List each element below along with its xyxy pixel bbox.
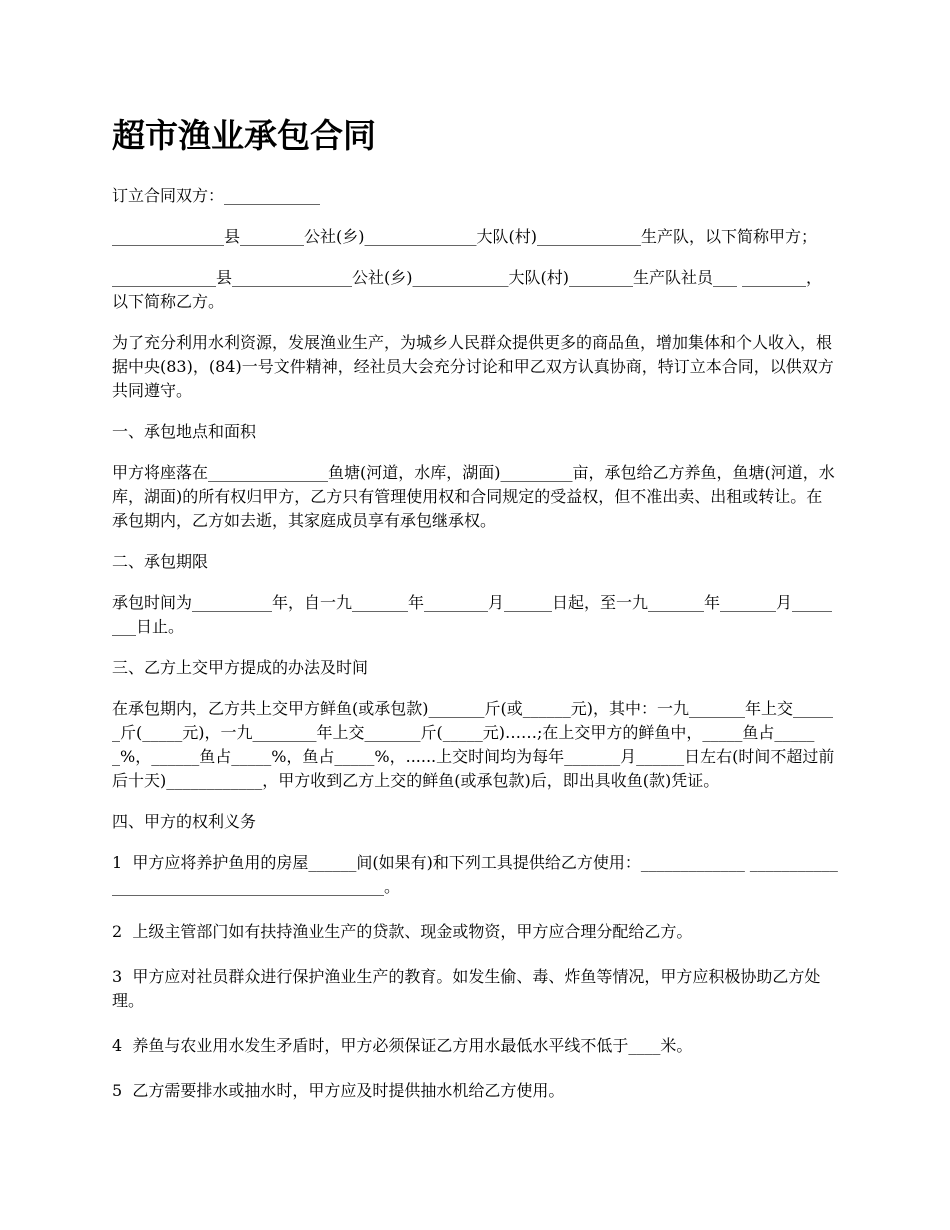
section-heading-payment: 三、乙方上交甲方提成的办法及时间 — [112, 658, 369, 677]
party-a-line: ______________县________公社(乡)______________大队(村)_____________生产队，以下简称甲方； — [112, 227, 817, 246]
payment-paragraph: 在承包期内，乙方共上交甲方鲜鱼(或承包款)_______斤(或______元)，其中：一九_______年上交______斤(_____元)，一九________年上交_______斤(_____元)……;在上交甲方的鲜鱼中，_____鱼占______%，______鱼占_____%，鱼占_____%，......上交时间均为每年_______月______日左右(时间不超过前后十天)____________，甲方收到乙方上交的鲜鱼(或承包款)后，即出具收鱼(款)凭证。 — [112, 699, 835, 790]
document-title: 超市渔业承包合同 — [112, 116, 376, 155]
section-heading-location: 一、承包地点和面积 — [112, 422, 257, 441]
list-item: 4 养鱼与农业用水发生矛盾时，甲方必须保证乙方用水最低水平线不低于____米。 — [112, 1036, 693, 1055]
list-item: 1 甲方应将养护鱼用的房屋______间(如果有)和下列工具提供给乙方使用：_____________ _____________________________________________。 — [112, 853, 838, 896]
section-heading-party-a-rights: 四、甲方的权利义务 — [112, 812, 257, 831]
location-paragraph: 甲方将座落在_______________鱼塘(河道，水库，湖面)_________亩，承包给乙方养鱼，鱼塘(河道，水库，湖面)的所有权归甲方，乙方只有管理使用权和合同规定的受益权，但不准出卖、出租或转让。在承包期内，乙方如去逝，其家庭成员享有承包继承权。 — [112, 463, 835, 530]
preamble-paragraph: 为了充分利用水利资源，发展渔业生产，为城乡人民群众提供更多的商品鱼，增加集体和个人收入，根据中央(83)，(84)一号文件精神，经社员大会充分讨论和甲乙双方认真协商，特订立本合同，以供双方共同遵守。 — [112, 333, 834, 400]
contract-parties-line: 订立合同双方：____________ — [112, 186, 321, 205]
list-item: 3 甲方应对社员群众进行保护渔业生产的教育。如发生偷、毒、炸鱼等情况，甲方应积极协助乙方处理。 — [112, 967, 821, 1010]
term-paragraph: 承包时间为__________年，自一九_______年________月______日起，至一九_______年_______月________日止。 — [112, 593, 833, 636]
list-item: 5 乙方需要排水或抽水时，甲方应及时提供抽水机给乙方使用。 — [112, 1081, 565, 1100]
list-item: 2 上级主管部门如有扶持渔业生产的贷款、现金或物资，甲方应合理分配给乙方。 — [112, 922, 693, 941]
section-heading-term: 二、承包期限 — [112, 552, 209, 571]
document-body — [112, 112, 838, 1124]
party-b-line: _____________县_______________公社(乡)____________大队(村)________生产队社员___ ________，以下简称乙方。 — [112, 268, 823, 311]
